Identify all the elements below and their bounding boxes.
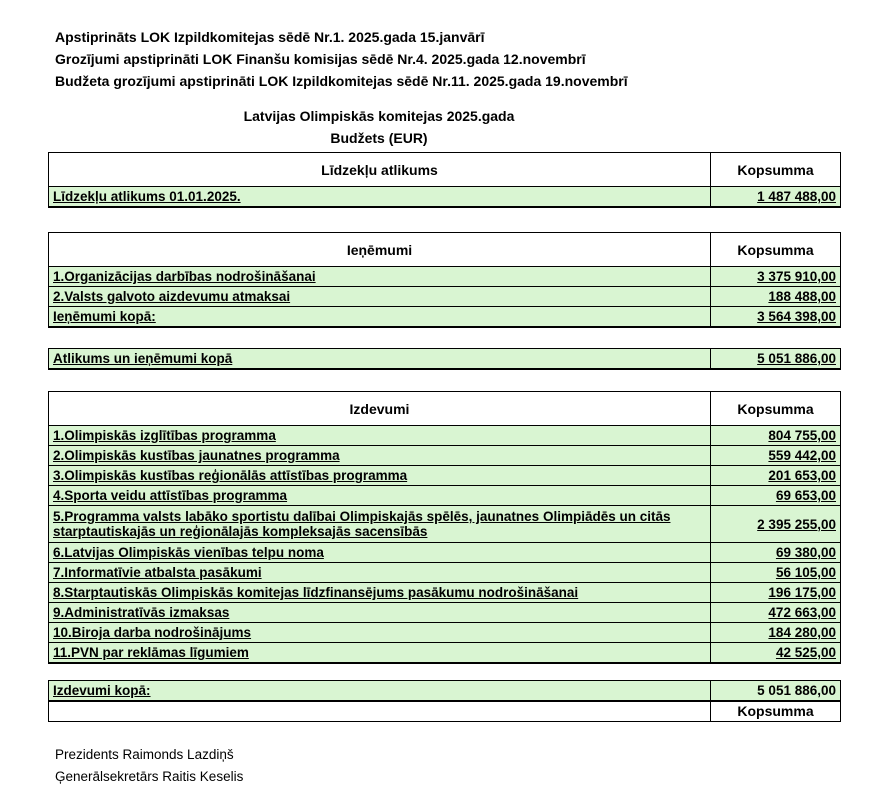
table-header-row [49,153,841,187]
table-income [48,232,841,328]
row-label: Izdevumi kopā: [49,681,711,702]
table-row [49,643,841,664]
row-value: 184 280,00 [711,623,841,643]
row-label: 9.Administratīvās izmaksas [49,603,711,623]
row-label: Līdzekļu atlikums 01.01.2025. [49,187,711,208]
row-label: 6.Latvijas Olimpiskās vienības telpu noma [49,543,711,563]
table-row [49,506,841,543]
row-label: 4.Sporta veidu attīstības programma [49,486,711,506]
column-header-kopsumma: Kopsumma [711,233,841,267]
row-label: 3.Olimpiskās kustības reģionālās attīstības programma [49,466,711,486]
row-label: 7.Informatīvie atbalsta pasākumi [49,563,711,583]
table-header-row [49,233,841,267]
row-value: 1 487 488,00 [711,187,841,208]
table-row [49,583,841,603]
row-label: 10.Biroja darba nodrošinājums [49,623,711,643]
table-header-row [49,392,841,426]
signature-president: Prezidents Raimonds Lazdiņš [55,746,234,762]
approval-line-2: Grozījumi apstiprināti LOK Finanšu komisijas sēdē Nr.4. 2025.gada 12.novembrī [55,51,586,67]
row-value: 472 663,00 [711,603,841,623]
table-row [49,486,841,506]
row-value: 559 442,00 [711,446,841,466]
row-label: 5.Programma valsts labāko sportistu dalībai Olimpiskajās spēlēs, jaunatnes Olimpiādēs un citās starptautiskajās un reģionālajās kompleksajās sacensībās [49,506,711,543]
page-title [48,105,710,149]
table-row [49,466,841,486]
row-label: Atlikums un ieņēmumi kopā [49,349,711,370]
table-row [49,446,841,466]
table-row [49,543,841,563]
row-value: 804 755,00 [711,426,841,446]
table-funds-balance [48,152,841,208]
row-label: 1.Organizācijas darbības nodrošināšanai [49,267,711,287]
column-footer-kopsumma: Kopsumma [711,701,841,721]
total-row [49,681,841,702]
row-value: 2 395 255,00 [711,506,841,543]
row-label: 11.PVN par reklāmas līgumiem [49,643,711,664]
signature-secretary: Ģenerālsekretārs Raitis Keselis [55,768,244,784]
table-expenses [48,391,841,664]
row-label: 1.Olimpiskās izglītības programma [49,426,711,446]
empty-cell [49,701,711,721]
row-value: 201 653,00 [711,466,841,486]
row-label: 8.Starptautiskās Olimpiskās komitejas līdzfinansējums pasākumu nodrošināšanai [49,583,711,603]
row-label: 2.Valsts galvoto aizdevumu atmaksai [49,287,711,307]
section-header-income: Ieņēmumi [49,233,711,267]
approval-line-1: Apstiprināts LOK Izpildkomitejas sēdē Nr.1. 2025.gada 15.janvārī [55,29,485,45]
row-value: 196 175,00 [711,583,841,603]
row-value: 3 375 910,00 [711,267,841,287]
table-row [49,287,841,307]
table-row [49,426,841,446]
row-label: 2.Olimpiskās kustības jaunatnes programma [49,446,711,466]
total-row [49,349,841,370]
approval-line-3: Budžeta grozījumi apstiprināti LOK Izpildkomitejas sēdē Nr.11. 2025.gada 19.novembrī [55,73,628,89]
table-expenses-total [48,680,841,722]
row-value: 3 564 398,00 [711,307,841,328]
table-row-income-total [49,307,841,328]
table-row [49,563,841,583]
row-value: 69 653,00 [711,486,841,506]
approval-block [55,26,888,92]
table-footer-row [49,701,841,721]
row-value: 69 380,00 [711,543,841,563]
row-value: 5 051 886,00 [711,681,841,702]
row-value: 42 525,00 [711,643,841,664]
row-value: 5 051 886,00 [711,349,841,370]
column-header-kopsumma: Kopsumma [711,392,841,426]
row-value: 56 105,00 [711,563,841,583]
section-header-funds: Līdzekļu atlikums [49,153,711,187]
table-row [49,603,841,623]
page-title-line-2: Budžets (EUR) [330,130,428,146]
table-balance-income-total [48,348,841,370]
row-value: 188 488,00 [711,287,841,307]
table-row [49,267,841,287]
page-title-line-1: Latvijas Olimpiskās komitejas 2025.gada [243,108,515,124]
row-label: Ieņēmumi kopā: [49,307,711,328]
column-header-kopsumma: Kopsumma [711,153,841,187]
table-row [49,623,841,643]
table-row [49,187,841,208]
signature-block [55,744,888,788]
section-header-expenses: Izdevumi [49,392,711,426]
